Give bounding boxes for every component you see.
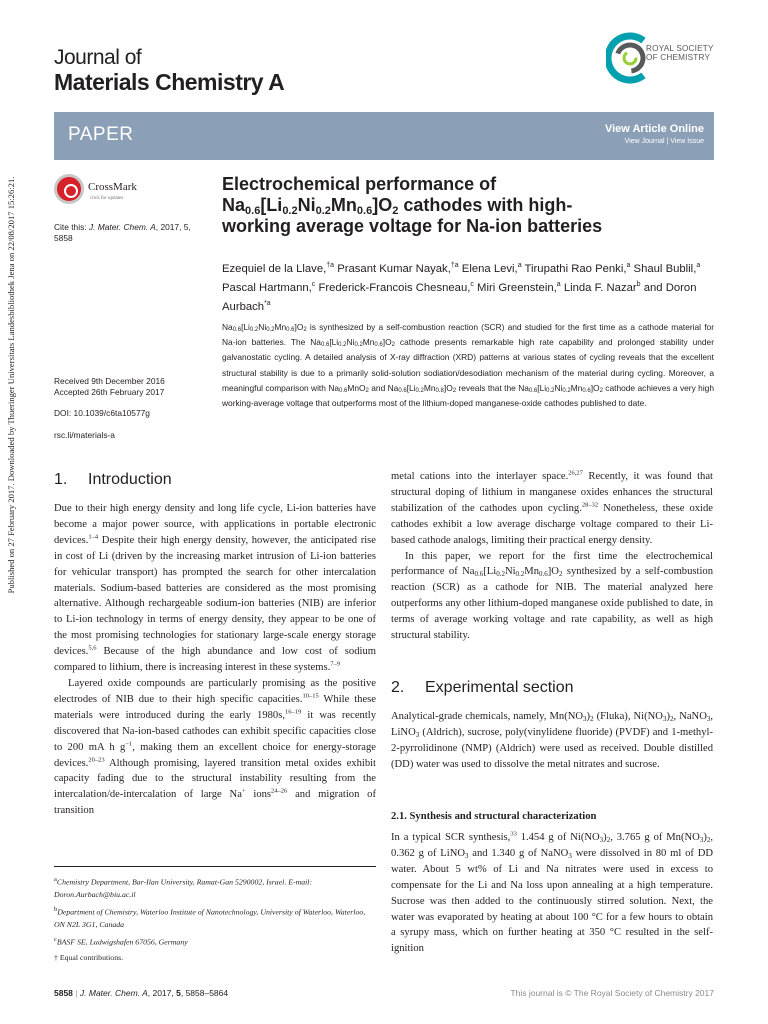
introduction-text-continued: metal cations into the interlayer space.$^{26,27}$ Recently, it was found that structural doping of lithium in manganese oxides enhances the structural stabilization of the cathodes upon cycling.$^{28-32}$ Nonetheless, these oxide cathodes exhibit a low average discharge voltage compared to their Li-based cathode analogs, limiting their practical energy density. In this paper, we report for the first time the electrochemical performance of $Na_{0.6}[Li_{0.2}Ni_{0.2}Mn_{0.6}]O_2$ synthesized by a self-combustion reaction (SCR) as a cathode for NIB. The material analyzed here outperforms any other lithium-doped manganese oxide published to date, in terms of average working voltage and rate capability, as well as high structural stability.: [391, 469, 714, 642]
publication-stamp-text: Published on 27 February 2017. Downloaded by Thueringer Universitats Landesbibliothek Jena on 22/08/2017 15:26:21.: [6, 176, 16, 594]
journal-link[interactable]: rsc.li/materials-a: [54, 430, 115, 440]
subsection-heading-synthesis: 2.1. Synthesis and structural characterization: [391, 811, 597, 822]
crossmark-icon: [54, 174, 84, 204]
crossmark-sub: click for updates: [90, 196, 124, 201]
rsc-wordmark: [646, 44, 714, 62]
article-type-label: PAPER: [68, 124, 134, 145]
experimental-text: Analytical-grade chemicals, namely, $Mn(NO_3)_2$ (Fluka), $Ni(NO_3)_2$, NaNO$_3$, LiNO$_3$ (Aldrich), sucrose, poly(vinylidene fluoride) (PVDF) and 1-methyl-2-pyrrolidinone (NMP) (Aldrich) were used as received. Double distilled (DD) water was used to dissolve the metal nitrates and sucrose.: [391, 711, 713, 770]
accepted-date: Accepted 26th February 2017: [54, 387, 165, 397]
section-heading-experimental: 2. Experimental section: [391, 679, 574, 696]
page-footer-right: This journal is © The Royal Society of Chemistry 2017: [510, 988, 714, 998]
cite-page: 5858: [54, 233, 73, 243]
author-list: Ezequiel de la Llave,$^{\dagger a}$ Prasant Kumar Nayak,$^{\dagger a}$ Elena Levi,$^a$ Tirupathi Rao Penki,$^a$ Shaul Bublil,$^a$ Pascal Hartmann,$^c$ Frederick-Francois Chesneau,$^c$ Miri Greenstein,$^a$ Linda F. Nazar$^b$ and Doron Aurbach$^{*a}$: [222, 262, 701, 313]
view-journal-issue-links[interactable]: View Journal | View Issue: [624, 138, 704, 145]
synthesis-text: In a typical SCR synthesis,$^{33}$ 1.454 g of $Ni(NO_3)_2$, 3.765 g of $Mn(NO_3)_2$, 0.362 g of LiNO$_3$ and 1.340 g of NaNO$_3$ were dissolved in 80 ml of DD water. About 5 wt% of Li and Na nitrates were used in excess to compensate for the Li and Na loss upon annealing at a high temperature. Sucrose was then added to the continuously stirred solution. Next, the water was evaporated by heating at about 100 °C for a few hours to obtain a syrupy mass, which on further heating at 350 °C resulted in the self-ignition: [391, 830, 713, 955]
article-title: [222, 174, 712, 237]
cite-rest: , 2017, 5,: [155, 222, 191, 232]
publication-stamp: [4, 0, 18, 1024]
journal-title-line2: Materials Chemistry A: [54, 69, 285, 95]
rsc-wordmark-line1: ROYAL SOCIETY: [646, 44, 714, 53]
received-date: Received 9th December 2016: [54, 376, 165, 386]
rsc-wordmark-line2: OF CHEMISTRY: [646, 53, 711, 62]
crossmark-label: CrossMark: [88, 181, 137, 193]
introduction-text: Due to their high energy density and long life cycle, Li-ion batteries have become a major power source, with applications in portable electronic devices.$^{1-4}$ Despite their high energy density, however, the anticipated rise in cost of Li (driven by the increasing market intrusion of Li-ion batteries for vehicular transport) has prompted the search for other intercalation materials. Sodium-based batteries are considered as the most promising alternative. Although rechargeable sodium-ion batteries (NIB) are inferior to Li-ion technology in terms of energy density, they appear to be one of the most promising technologies for stationary large-scale energy storage devices.$^{5,6}$ Because of the high abundance and low cost of sodium compared to lithium, there is increasing interest in these systems.$^{7-9}$ Layered oxide compounds are particularly promising as the positive electrodes of NIB due to their high specific capacities.$^{10-15}$ While these materials were introduced during the early 1980s,$^{16-19}$ it was recently discovered that Na-ion-based cathodes can exhibit specific capacities close to 200 mA h $g^{-1}$, making them an excellent choice for energy-storage devices.$^{20-23}$ Although promising, layered transition metal oxides exhibit capacity fading due to the structural instability resulting from the intercalation/de-intercalation of large Na+ ions$^{24-26}$ and migration of transition: [54, 503, 377, 817]
title-line2: $Na_{0.6}[Li_{0.2}Ni_{0.2}Mn_{0.6}]O_2$ cathodes with high-: [222, 195, 573, 217]
cite-prefix: Cite this:: [54, 222, 87, 232]
title-line3: working average voltage for Na-ion batteries: [222, 216, 603, 236]
article-dates: [54, 376, 165, 398]
footnotes: $^a$Chemistry Department, Bar-Ilan University, Ramat-Gan 5290002, Israel. E-mail: Doron.Aurbach@biu.ac.il $^b$Department of Chemistry, Waterloo Institute of Nanotechnology, University of Waterloo, Waterloo, ON N2L 3G1, Canada $^c$BASF SE, Ludwigshafen 67056, Germany † Equal contributions.: [54, 876, 366, 962]
banner-links: [605, 123, 704, 145]
cite-journal: J. Mater. Chem. A: [88, 222, 156, 232]
page-footer-left: 5858 | J. Mater. Chem. A, 2017, 5, 5858–5864: [54, 988, 229, 998]
cite-this: [54, 222, 191, 244]
journal-title: [54, 46, 284, 94]
section-heading-introduction: 1. Introduction: [54, 471, 172, 488]
title-line1: Electrochemical performance of: [222, 174, 497, 194]
abstract: $Na_{0.6}[Li_{0.2}Ni_{0.2}Mn_{0.6}]O_2$ is synthesized by a self-combustion reaction (SCR) and studied for the first time as a cathode material for Na-ion batteries. The $Na_{0.6}[Li_{0.2}Ni_{0.2}Mn_{0.6}]O_2$ cathode presents remarkable high rate capability and prolonged stability under galvanostatic cycling. A detailed analysis of X-ray diffraction (XRD) patterns at various states of cycling reveals that the excellent structural stability is due to a primarily solid-solution sodiation/desodiation mechanism of the material during cycling. Moreover, a meaningful comparison with $Na_{0.6}MnO_2$ and $Na_{0.6}[Li_{0.2}Mn_{0.8}]O_2$ reveals that the $Na_{0.6}[Li_{0.2}Ni_{0.2}Mn_{0.6}]O_2$ cathode achieves a very high working-average voltage that outperforms most of the lithium-doped manganese-oxide cathodes published to date.: [222, 322, 714, 409]
crossmark-badge[interactable]: [54, 174, 144, 212]
doi[interactable]: DOI: 10.1039/c6ta10577g: [54, 408, 150, 418]
article-type-banner: [54, 112, 714, 160]
journal-title-line1: Journal of: [54, 46, 142, 69]
footnote-rule: [54, 866, 376, 867]
page-number: 5858: [54, 988, 73, 998]
view-article-online-link[interactable]: View Article Online: [604, 123, 704, 135]
